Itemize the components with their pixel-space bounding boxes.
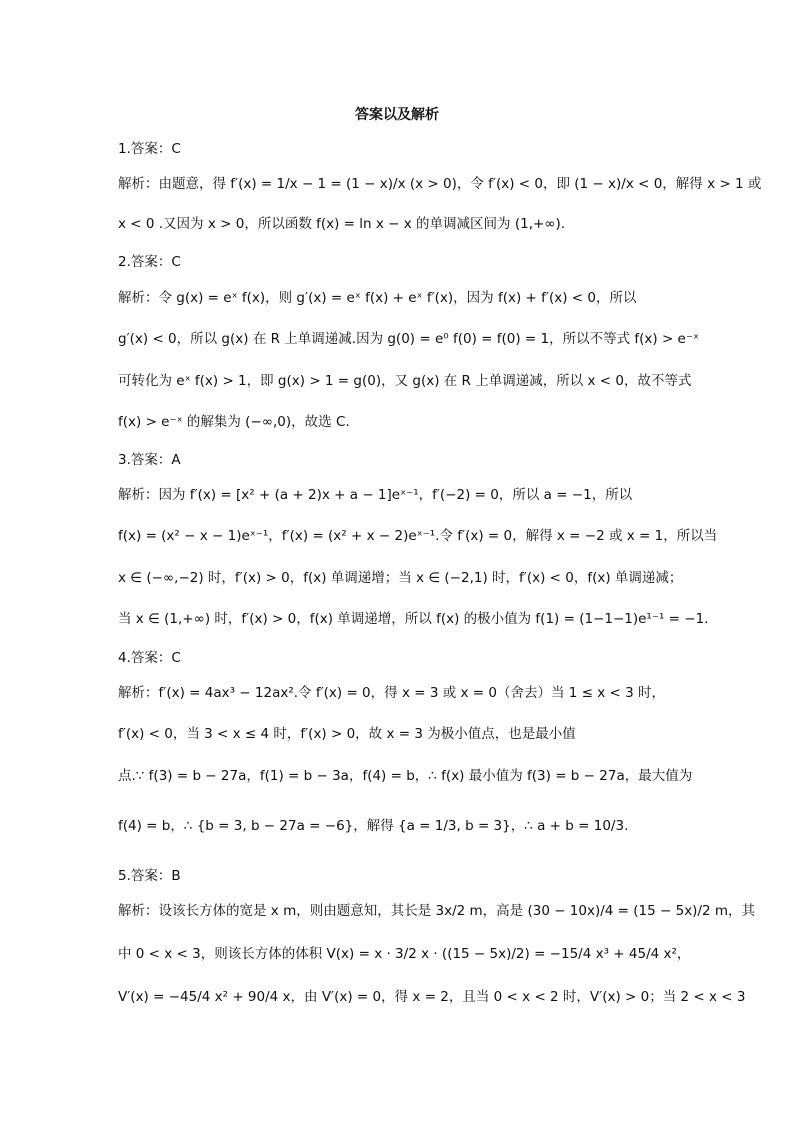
answer-4: 4.答案：C <box>118 650 181 666</box>
explanation-3-line-2: f(x) = (x² − x − 1)eˣ⁻¹，f′(x) = (x² + x − 2)eˣ⁻¹.令 f′(x) = 0，解得 x = −2 或 x = 1，所以当 <box>118 528 718 544</box>
explanation-4-line-1: 解析：f′(x) = 4ax³ − 12ax².令 f′(x) = 0，得 x = 3 或 x = 0（舍去）当 1 ≤ x < 3 时， <box>118 685 666 701</box>
explanation-2-line-1: 解析：令 g(x) = eˣ f(x)，则 g′(x) = eˣ f(x) + eˣ f′(x)，因为 f(x) + f′(x) < 0，所以 <box>118 290 637 306</box>
answer-1: 1.答案：C <box>118 141 181 157</box>
explanation-3-line-4: 当 x ∈ (1,+∞) 时，f′(x) > 0，f(x) 单调递增，所以 f(x) 的极小值为 f(1) = (1−1−1)e¹⁻¹ = −1. <box>118 611 709 627</box>
explanation-4-line-3: 点.∵ f(3) = b − 27a，f(1) = b − 3a，f(4) = b，∴ f(x) 最小值为 f(3) = b − 27a，最大值为 <box>118 768 693 784</box>
explanation-5-line-3: V′(x) = −45/4 x² + 90/4 x，由 V′(x) = 0，得 x = 2，且当 0 < x < 2 时，V′(x) > 0；当 2 < x < 3 <box>118 989 746 1005</box>
explanation-1-line-2: x < 0 .又因为 x > 0，所以函数 f(x) = ln x − x 的单调减区间为 (1,+∞). <box>118 216 566 232</box>
explanation-5-line-1: 解析：设该长方体的宽是 x m，则由题意知，其长是 3x/2 m，高是 (30 − 10x)/4 = (15 − 5x)/2 m，其 <box>118 903 756 919</box>
explanation-3-line-3: x ∈ (−∞,−2) 时，f′(x) > 0，f(x) 单调递增；当 x ∈ (−2,1) 时，f′(x) < 0，f(x) 单调递减； <box>118 570 683 586</box>
explanation-1-line-1: 解析：由题意，得 f′(x) = 1/x − 1 = (1 − x)/x (x > 0)，令 f′(x) < 0，即 (1 − x)/x < 0，解得 x > 1 或 <box>118 176 762 192</box>
explanation-5-line-2: 中 0 < x < 3，则该长方体的体积 V(x) = x · 3/2 x · ((15 − 5x)/2) = −15/4 x³ + 45/4 x²， <box>118 946 691 962</box>
explanation-4-line-2: f′(x) < 0，当 3 < x ≤ 4 时，f′(x) > 0，故 x = 3 为极小值点，也是最小值 <box>118 726 576 742</box>
explanation-2-line-3: 可转化为 eˣ f(x) > 1，即 g(x) > 1 = g(0)，又 g(x) 在 R 上单调递减，所以 x < 0，故不等式 <box>118 373 692 389</box>
answer-3: 3.答案：A <box>118 452 181 468</box>
answer-2: 2.答案：C <box>118 254 181 270</box>
explanation-4-line-4: f(4) = b，∴ {b = 3, b − 27a = −6}，解得 {a = 1/3, b = 3}，∴ a + b = 10/3. <box>118 818 629 834</box>
explanation-2-line-2: g′(x) < 0，所以 g(x) 在 R 上单调递减.因为 g(0) = e⁰ f(0) = f(0) = 1，所以不等式 f(x) > e⁻ˣ <box>118 331 699 347</box>
explanation-3-line-1: 解析：因为 f′(x) = [x² + (a + 2)x + a − 1]eˣ⁻¹，f′(−2) = 0，所以 a = −1，所以 <box>118 487 633 503</box>
page-title: 答案以及解析 <box>355 107 439 123</box>
answer-5: 5.答案：B <box>118 868 181 884</box>
explanation-2-line-4: f(x) > e⁻ˣ 的解集为 (−∞,0)，故选 C. <box>118 414 350 430</box>
